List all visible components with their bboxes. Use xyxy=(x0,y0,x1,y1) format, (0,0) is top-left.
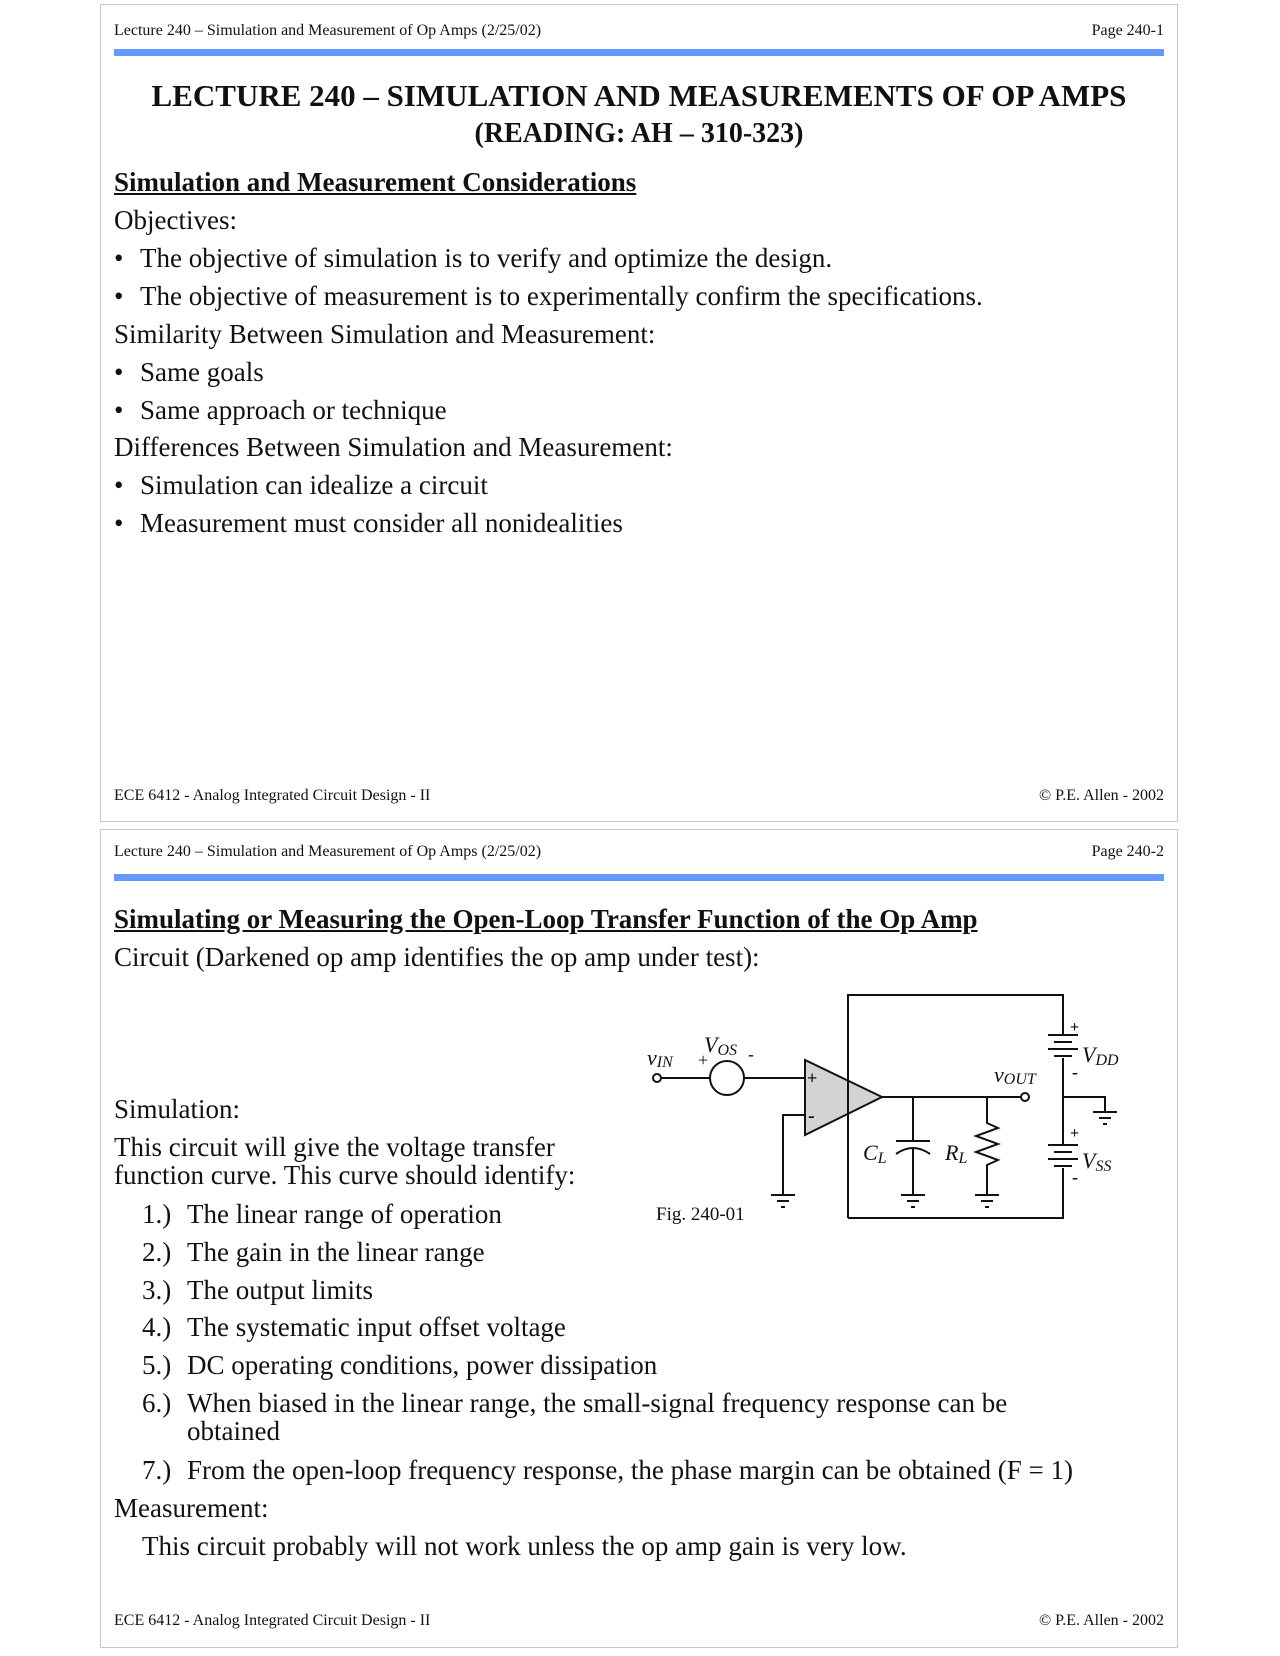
vss-battery xyxy=(1048,1145,1078,1166)
bullet-text: Same goals xyxy=(140,357,264,387)
cl-label: CL xyxy=(863,1140,887,1167)
item-text: The systematic input offset voltage xyxy=(187,1312,566,1342)
bullet-icon: • xyxy=(114,281,124,311)
item-number: 4.) xyxy=(142,1312,172,1342)
slide-header xyxy=(114,843,1164,861)
vdd-plus: + xyxy=(1070,1019,1080,1036)
measurement-label: Measurement: xyxy=(114,1493,269,1523)
header-left: Lecture 240 – Simulation and Measurement of Op Amps (2/25/02) xyxy=(114,22,542,39)
slide-footer xyxy=(114,1612,1164,1630)
rl-label: RL xyxy=(945,1140,968,1167)
section-heading: Simulating or Measuring the Open-Loop Transfer Function of the Op Amp xyxy=(114,904,978,934)
item-text: The output limits xyxy=(187,1275,373,1305)
bullet-text: The objective of simulation is to verify and optimize the design. xyxy=(140,243,833,273)
lecture-title: LECTURE 240 – SIMULATION AND MEASUREMENTS OF OP AMPS xyxy=(151,78,1127,113)
reading-subtitle: (READING: AH – 310-323) xyxy=(474,118,804,149)
vss-plus: + xyxy=(1070,1125,1080,1142)
vos-label: VOS xyxy=(704,1032,738,1059)
vdd-battery xyxy=(1048,1035,1078,1060)
vout-label: vOUT xyxy=(994,1062,1036,1088)
item-number: 3.) xyxy=(142,1275,172,1305)
vos-source xyxy=(710,1061,744,1095)
circuit-diagram xyxy=(620,980,1140,1230)
measurement-text: This circuit probably will not work unless the op amp gain is very low. xyxy=(142,1531,907,1561)
header-bar xyxy=(114,874,1164,881)
plus-input: + xyxy=(807,1068,818,1088)
text-line: Differences Between Simulation and Measurement: xyxy=(114,432,673,462)
item-number: 5.) xyxy=(142,1350,172,1380)
load-resistor xyxy=(976,1097,998,1195)
minus-input: - xyxy=(808,1105,815,1127)
text-line: Similarity Between Simulation and Measurement: xyxy=(114,319,656,349)
bullet-text: Simulation can idealize a circuit xyxy=(140,470,488,500)
copyright: © P.E. Allen - 2002 xyxy=(1038,1612,1164,1629)
vdd-minus: - xyxy=(1072,1062,1078,1082)
sim-text: function curve. This curve should identify: xyxy=(114,1160,576,1190)
figure-caption: Fig. 240-01 xyxy=(656,1204,745,1225)
bullet-icon: • xyxy=(114,357,124,387)
bullet-icon: • xyxy=(114,243,124,273)
course-name: ECE 6412 - Analog Integrated Circuit Design - II xyxy=(114,1612,431,1629)
vdd-label: VDD xyxy=(1082,1042,1119,1069)
vout-terminal xyxy=(1021,1093,1029,1101)
bullet-text: Measurement must consider all nonidealities xyxy=(140,508,623,538)
vss-minus: - xyxy=(1072,1167,1078,1187)
course-name: ECE 6412 - Analog Integrated Circuit Design - II xyxy=(114,787,431,804)
item-number: 2.) xyxy=(142,1237,172,1267)
item-text: When biased in the linear range, the small-signal frequency response can be xyxy=(187,1388,1008,1418)
page-number: Page 240-2 xyxy=(1091,843,1164,860)
copyright: © P.E. Allen - 2002 xyxy=(1038,787,1164,804)
bullet-icon: • xyxy=(114,470,124,500)
plus-sign: + xyxy=(698,1050,709,1070)
header-left: Lecture 240 – Simulation and Measurement of Op Amps (2/25/02) xyxy=(114,843,542,860)
vin-label: vIN xyxy=(647,1045,673,1071)
item-text: DC operating conditions, power dissipation xyxy=(187,1350,658,1380)
header-bar xyxy=(114,49,1164,56)
minus-sign: - xyxy=(748,1044,754,1064)
page-number: Page 240-1 xyxy=(1091,22,1164,39)
slide-1 xyxy=(100,4,1178,822)
slide-footer xyxy=(114,787,1164,805)
slide-header xyxy=(114,22,1164,40)
bullet-icon: • xyxy=(114,508,124,538)
simulation-label: Simulation: xyxy=(114,1094,241,1124)
slide-2 xyxy=(100,829,1178,1648)
item-text: The gain in the linear range xyxy=(187,1237,485,1267)
item-text: From the open-loop frequency response, the phase margin can be obtained (F = 1) xyxy=(187,1455,1073,1485)
circuit-intro: Circuit (Darkened op amp identifies the op amp under test): xyxy=(114,942,760,972)
load-capacitor xyxy=(896,1097,930,1195)
item-number: 6.) xyxy=(142,1388,172,1418)
text-line: Objectives: xyxy=(114,205,237,235)
sim-text: This circuit will give the voltage transfer xyxy=(114,1132,555,1162)
bullet-icon: • xyxy=(114,395,124,425)
item-number: 1.) xyxy=(142,1199,172,1229)
item-text-cont: obtained xyxy=(187,1416,280,1446)
section-heading: Simulation and Measurement Considerations xyxy=(114,167,637,197)
vss-label: VSS xyxy=(1082,1148,1112,1175)
bullet-text: Same approach or technique xyxy=(140,395,447,425)
bullet-text: The objective of measurement is to experimentally confirm the specifications. xyxy=(140,281,983,311)
item-number: 7.) xyxy=(142,1455,172,1485)
vin-terminal xyxy=(653,1074,661,1082)
item-text: The linear range of operation xyxy=(187,1199,502,1229)
